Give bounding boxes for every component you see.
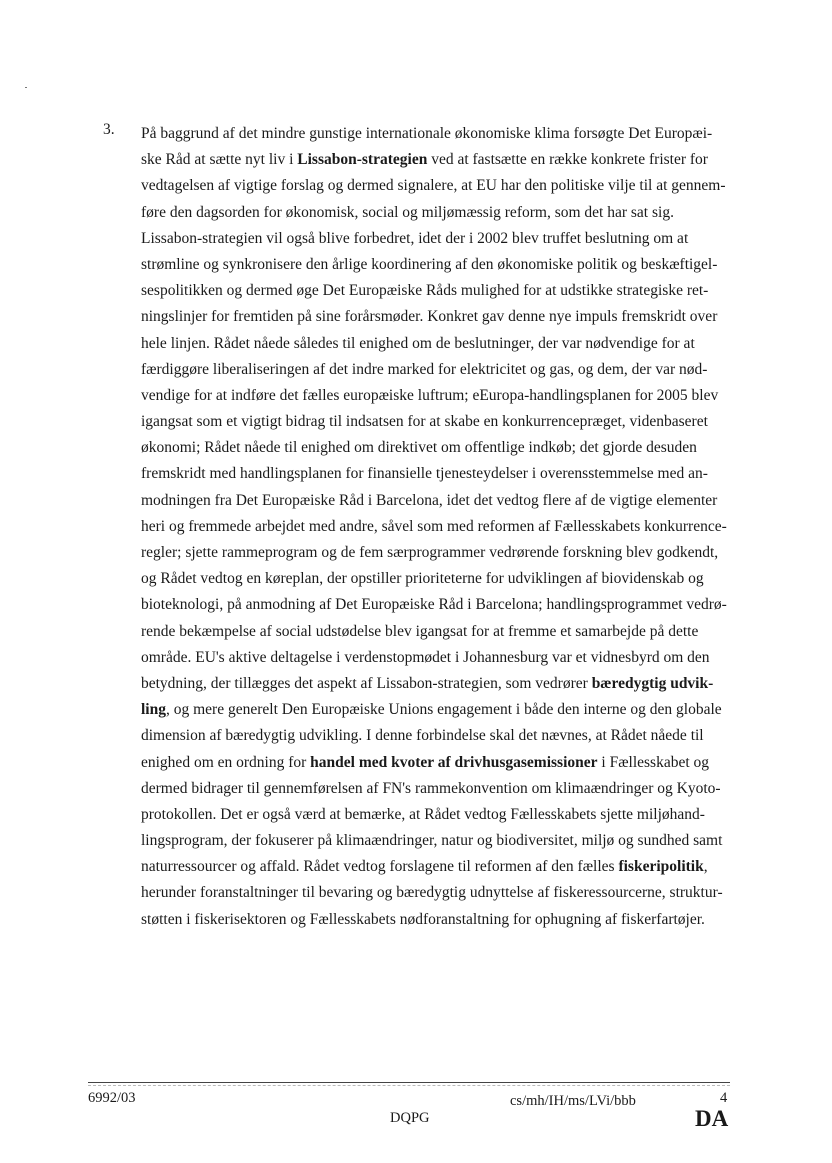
paragraph-line	[141, 880, 731, 906]
paragraph-line	[141, 461, 731, 487]
text-run: betydning, der tillægges det aspekt af Lissabon-strategien, som vedrører	[141, 674, 592, 692]
text-run: heri og fremmede arbejdet med andre, såvel som med reformen af Fællesskabets konkurrence-	[141, 517, 727, 535]
text-run: sespolitikken og dermed øge Det Europæiske Råds mulighed for at udstikke strategiske ret-	[141, 282, 709, 300]
paragraph-line	[141, 723, 731, 749]
text-run: ved at fastsætte en række konkrete frister for	[427, 151, 708, 169]
paragraph-line	[141, 147, 731, 173]
paragraph-line	[141, 645, 731, 671]
text-run: På baggrund af det mindre gunstige internationale økonomiske klima forsøgte Det Europæi-	[141, 125, 713, 142]
paragraph-line	[141, 409, 731, 435]
text-run: , og mere generelt Den Europæiske Unions engagement i både den interne og den globale	[165, 701, 722, 719]
paragraph-line	[141, 828, 731, 854]
language-code: DA	[695, 1106, 729, 1131]
text-run: støtten i fiskerisektoren og Fællesskabets nødforanstaltning for ophugning af fiskerfartøjer.	[141, 910, 705, 928]
text-run: fremskridt med handlingsplanen for finansielle tjenesteydelser i overensstemmelse med an-	[141, 465, 708, 483]
text-run: vedtagelsen af vigtige forslag og dermed signalere, at EU har den politiske vilje til at gennem-	[141, 177, 726, 195]
text-run: dermed bidrager til gennemførelsen af FN's rammekonvention om klimaændringer og Kyoto-	[141, 779, 721, 797]
text-run: og Rådet vedtog en køreplan, der opstiller prioriteterne for udviklingen af biovidenskab og	[141, 570, 704, 588]
paragraph-line	[141, 200, 731, 226]
bold-term: handel med kvoter af drivhusgasemissioner	[310, 753, 598, 771]
paragraph-line	[141, 121, 731, 147]
paragraph-line	[141, 671, 731, 697]
paragraph-line	[141, 331, 731, 357]
text-run: vendige for at indføre det fælles europæiske luftrum; eEuropa-handlingsplanen for 2005 blev	[141, 386, 719, 404]
paragraph-line	[141, 619, 731, 645]
paragraph-line	[141, 802, 731, 828]
bold-term: fiskeripolitik	[618, 858, 704, 876]
text-run: bioteknologi, på anmodning af Det Europæiske Råd i Barcelona; handlingsprogrammet vedrø-	[141, 596, 727, 614]
paragraph-line	[141, 697, 731, 723]
text-run: hele linjen. Rådet nåede således til enighed om de beslutninger, der var nødvendige for at	[141, 334, 695, 352]
text-run: dimension af bæredygtig udvikling. I denne forbindelse skal det nævnes, at Rådet nåede til	[141, 727, 704, 745]
paragraph-line	[141, 854, 731, 880]
text-run: modningen fra Det Europæiske Råd i Barcelona, idet det vedtog flere af de vigtige elementer	[141, 491, 718, 509]
text-run: ,	[703, 858, 708, 876]
text-run: ningslinjer for fremtiden på sine forårsmøder. Konkret gav denne nye impuls fremskridt over	[141, 308, 718, 326]
bold-term: Lissabon-strategien	[297, 151, 428, 169]
paragraph-line	[141, 357, 731, 383]
paragraph-line	[141, 907, 731, 933]
paragraph-line	[141, 514, 731, 540]
paragraph-line	[141, 383, 731, 409]
bold-term: bæredygtig udvik-	[591, 674, 714, 692]
text-run: færdiggøre liberaliseringen af det indre marked for elektricitet og gas, og dem, der var nød-	[141, 360, 708, 378]
paragraph-line	[141, 304, 731, 330]
text-run: område. EU's aktive deltagelse i verdenstopmødet i Johannesburg var et vidnesbyrd om den	[141, 648, 710, 666]
page-number: 4	[720, 1090, 728, 1106]
text-run: regler; sjette rammeprogram og de fem særprogrammer vedrørende forskning blev godkendt,	[141, 544, 719, 561]
paragraph-line	[141, 488, 731, 514]
text-run: Lissabon-strategien vil også blive forbedret, idet der i 2002 blev truffet beslutning om at	[141, 229, 689, 247]
scan-speck	[25, 87, 27, 88]
paragraph-line	[141, 776, 731, 802]
paragraph-line	[141, 173, 731, 199]
text-run: strømline og synkronisere den årlige koordinering af den økonomiske politik og beskæftigel-	[141, 255, 718, 273]
paragraph-line	[141, 226, 731, 252]
text-run: føre den dagsorden for økonomisk, social og miljømæssig reform, som det har sat sig.	[141, 203, 674, 221]
text-run: ske Råd at sætte nyt liv i	[141, 151, 298, 169]
reference-initials: cs/mh/IH/ms/LVi/bbb	[510, 1093, 636, 1109]
text-run: rende bekæmpelse af social udstødelse blev igangsat for at fremme et samarbejde på dette	[141, 622, 699, 640]
text-run: protokollen. Det er også værd at bemærke, at Rådet vedtog Fællesskabets sjette miljøhand-	[141, 805, 705, 823]
text-run: økonomi; Rådet nåede til enighed om direktivet om offentlige indkøb; det gjorde desuden	[141, 439, 697, 457]
paragraph-line	[141, 278, 731, 304]
text-run: i Fællesskabet og	[597, 753, 710, 771]
text-run: naturressourcer og affald. Rådet vedtog forslagene til reformen af den fælles	[141, 858, 619, 876]
paragraph-line	[141, 750, 731, 776]
paragraph-line	[141, 592, 731, 618]
text-run: enighed om en ordning for	[141, 753, 311, 771]
paragraph-line	[141, 540, 731, 566]
text-run: lingsprogram, der fokuserer på klimaændringer, natur og biodiversitet, miljø og sundhed samt	[141, 832, 723, 850]
document-number: 6992/03	[88, 1090, 136, 1106]
directorate-code: DQPG	[390, 1110, 430, 1126]
paragraph-number: 3.	[103, 121, 115, 138]
footer-rule	[88, 1082, 730, 1083]
paragraph-line	[141, 566, 731, 592]
text-run: herunder foranstaltninger til bevaring og bæredygtig udnyttelse af fiskeressourcerne, struktur-	[141, 884, 723, 902]
paragraph-line	[141, 252, 731, 278]
bold-term: ling	[141, 701, 166, 719]
footer-rule-secondary	[88, 1085, 730, 1086]
paragraph-body	[141, 121, 731, 933]
text-run: igangsat som et vigtigt bidrag til indsatsen for at skabe en konkurrencepræget, videnbaseret	[141, 413, 708, 431]
paragraph-line	[141, 435, 731, 461]
